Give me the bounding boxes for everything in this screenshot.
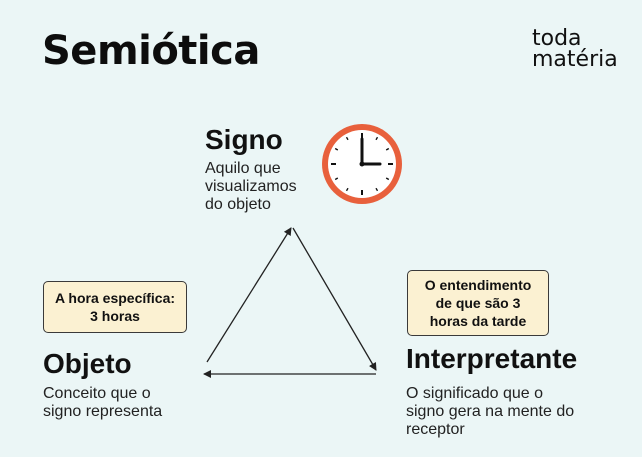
clock-icon [318,120,406,208]
objeto-note-line: A hora específica: [54,290,176,306]
signo-desc-line: visualizamos [205,178,297,195]
signo-desc-line: Aquilo que [205,160,281,177]
logo-line-2: matéria [532,47,618,72]
signo-heading: Signo [205,124,283,155]
interpretante-desc-line: O significado que o [406,385,543,402]
arrow-objeto-to-signo [207,228,291,362]
objeto-note-line: 3 horas [90,308,140,324]
interpretante-heading: Interpretante [406,343,578,374]
interpretante-desc-line: signo gera na mente do [406,403,575,420]
interpretante-description [406,385,574,439]
signo-desc-line: do objeto [205,196,271,213]
objeto-note [43,281,187,333]
objeto-description [43,385,162,421]
logo-line-1: toda [532,26,582,51]
interpretante-note [407,270,549,336]
page-title: Semiótica [42,28,260,74]
objeto-desc-line: signo representa [43,403,163,420]
interpretante-note-line: de que são 3 [435,295,521,311]
objeto-desc-line: Conceito que o [43,385,151,402]
interpretante-note-line: O entendimento [424,277,532,293]
interpretante-note-line: horas da tarde [429,313,527,329]
signo-description [205,160,297,214]
arrow-signo-to-interpretante [293,228,376,370]
interpretante-desc-line: receptor [406,421,465,438]
objeto-heading: Objeto [43,348,132,379]
